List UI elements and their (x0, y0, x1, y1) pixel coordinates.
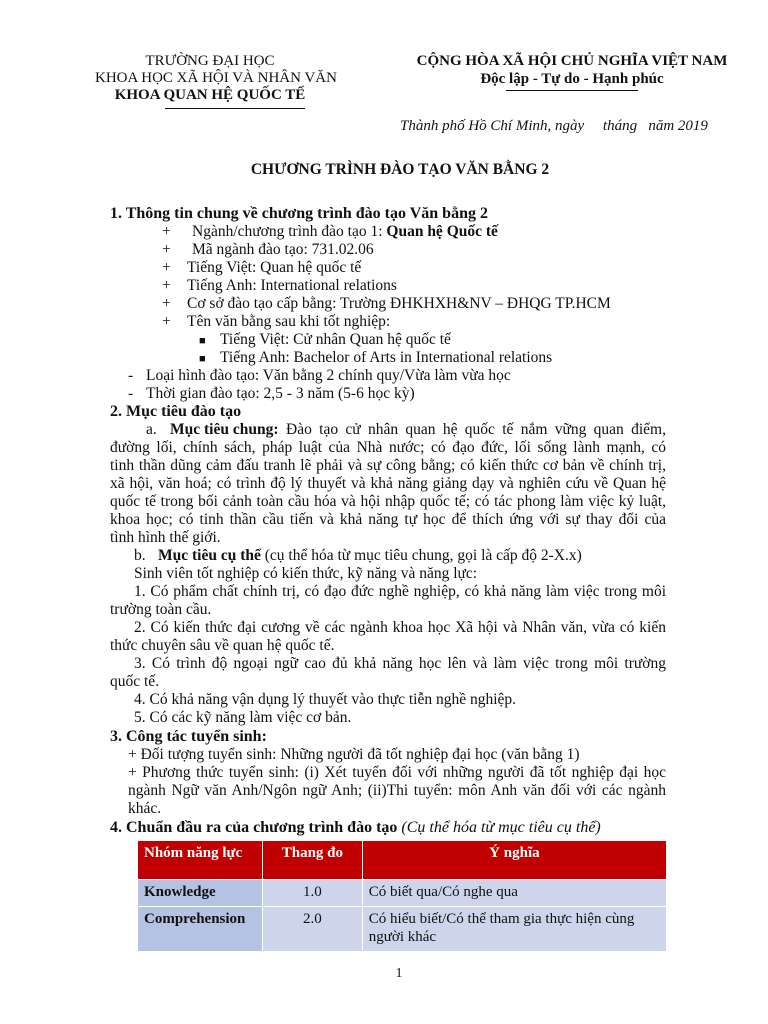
faculty-name: KHOA QUAN HỆ QUỐC TẾ (114, 87, 306, 103)
section2-a-line: tình hình thế giới. (110, 529, 221, 546)
national-motto: Độc lập - Tự do - Hạnh phúc (480, 71, 664, 87)
section2-a-line: quốc tế trong bối cảnh toàn cầu hóa và hội nhập quốc tế; có tác phong làm việc kỷ luật, (110, 493, 666, 510)
plus-bullet: + (162, 223, 171, 240)
header-right-underline (506, 90, 638, 91)
section2-a-bold: Mục tiêu chung: (170, 421, 279, 438)
section2-a-label: a. (146, 421, 157, 438)
section1-training-type: Loại hình đào tạo: Văn bằng 2 chính quy/Vừa làm vừa học (146, 367, 511, 384)
section4-heading: 4. Chuẩn đầu ra của chương trình đào tạo (Cụ thể hóa từ mục tiêu cụ thể) (110, 819, 601, 836)
document-title: CHƯƠNG TRÌNH ĐÀO TẠO VĂN BẰNG 2 (250, 161, 550, 178)
section1-training-duration: Thời gian đào tạo: 2,5 - 3 năm (5-6 học kỳ) (146, 385, 415, 402)
section2-b-line: thức chuyên sâu về quan hệ quốc tế. (110, 637, 335, 654)
section2-a-line: xã hội, văn hoá; có trình độ lý thuyết và khả năng giảng dạy và nghiên cứu về Quan hệ (110, 475, 666, 492)
plus-bullet: + (162, 259, 171, 276)
section1-item-degree-name: Tên văn bằng sau khi tốt nghiệp: (187, 313, 391, 330)
university-name-line1: TRƯỜNG ĐẠI HỌC (145, 53, 275, 69)
dash-bullet: - (128, 385, 134, 402)
plus-bullet: + (162, 295, 171, 312)
section2-b-line: 5. Có các kỹ năng làm việc cơ bản. (134, 709, 352, 726)
learning-outcomes-table (137, 840, 667, 952)
section2-b-intro: Sinh viên tốt nghiệp có kiến thức, kỹ năng và năng lực: (134, 565, 478, 582)
table-row (138, 907, 667, 952)
plus-bullet: + (162, 313, 171, 330)
section2-b-heading: Mục tiêu cụ thể (cụ thể hóa từ mục tiêu chung, gọi là cấp độ 2-X.x) (158, 547, 582, 564)
section2-a-line: tinh thần dũng cảm đấu tranh lẽ phải và sự công bằng; có kiến thức cơ bản về chính trị, (110, 457, 666, 474)
section1-item-code: Mã ngành đào tạo: 731.02.06 (192, 241, 374, 258)
section2-heading: 2. Mục tiêu đào tạo (110, 403, 242, 420)
section1-subitem-english: Tiếng Anh: Bachelor of Arts in International relations (220, 349, 553, 366)
table-cell: 1.0 (262, 880, 362, 907)
section1-item-institution: Cơ sở đào tạo cấp bằng: Trường ĐHKHXH&NV – ĐHQG TP.HCM (187, 295, 611, 312)
section2-b-line: 4. Có khả năng vận dụng lý thuyết vào thực tiễn nghề nghiệp. (134, 691, 517, 708)
section1-item-english: Tiếng Anh: International relations (187, 277, 397, 294)
section1-item-program: Ngành/chương trình đào tạo 1: Quan hệ Quốc tế (192, 223, 498, 240)
section2-b-line: 3. Có trình độ ngoại ngữ cao đủ khả năng học lên và làm việc trong môi trường (134, 655, 666, 672)
table-row (138, 880, 667, 907)
section2-a-line: khoa học; có tinh thần cầu tiến và khả năng tự học để thích ứng với sự thay đổi của (110, 511, 666, 528)
header-left-underline (165, 108, 305, 109)
section3-line: + Đối tượng tuyển sinh: Những người đã tốt nghiệp đại học (văn bằng 1) (128, 746, 580, 763)
table-header-cell: Nhóm năng lực (138, 841, 263, 880)
table-header-cell: Thang đo (262, 841, 362, 880)
table-header-cell: Ý nghĩa (362, 841, 666, 880)
table-cell: Comprehension (138, 907, 263, 952)
table-cell: Knowledge (138, 880, 263, 907)
table-cell: Có hiểu biết/Có thể tham gia thực hiện cùng người khác (362, 907, 666, 952)
section3-heading: 3. Công tác tuyển sinh: (110, 728, 267, 745)
section1-item-vietnamese: Tiếng Việt: Quan hệ quốc tế (187, 259, 362, 276)
university-name-line2: KHOA HỌC XÃ HỘI VÀ NHÂN VĂN (95, 70, 337, 86)
table-cell: Có biết qua/Có nghe qua (362, 880, 666, 907)
section3-line: khác. (128, 800, 162, 817)
section2-a-line: đường lối, chính sách, pháp luật của Nhà nước; có đạo đức, lối sống lành mạnh, có (110, 439, 666, 456)
section2-b-label: b. (134, 547, 146, 564)
section1-subitem-vietnamese: Tiếng Việt: Cử nhân Quan hệ quốc tế (220, 331, 451, 348)
date-line: Thành phố Hồ Chí Minh, ngày tháng năm 2019 (400, 118, 708, 134)
section2-b-line: 2. Có kiến thức đại cương về các ngành khoa học Xã hội và Nhân văn, vừa có kiến (134, 619, 666, 636)
section1-heading: 1. Thông tin chung về chương trình đào tạo Văn bằng 2 (110, 205, 488, 222)
country-name: CỘNG HÒA XÃ HỘI CHỦ NGHĨA VIỆT NAM (416, 53, 728, 69)
plus-bullet: + (162, 241, 171, 258)
section2-b-line: 1. Có phẩm chất chính trị, có đạo đức nghề nghiệp, có khả năng làm việc trong môi (134, 583, 666, 600)
table-header-row (138, 841, 667, 880)
section3-line: + Phương thức tuyển sinh: (i) Xét tuyển đối với những người đã tốt nghiệp đại học (128, 764, 666, 781)
table-cell: 2.0 (262, 907, 362, 952)
section3-line: ngành Ngữ văn Anh/Ngôn ngữ Anh; (ii)Thi tuyển: môn Anh văn đối với các ngành (128, 782, 666, 799)
square-bullet-icon: ■ (199, 335, 206, 347)
plus-bullet: + (162, 277, 171, 294)
section2-a-line: Đào tạo cử nhân quan hệ quốc tế nắm vững quan điểm, (286, 421, 666, 438)
dash-bullet: - (128, 367, 134, 384)
square-bullet-icon: ■ (199, 353, 206, 365)
page-number: 1 (395, 966, 403, 981)
section2-b-line: trường toàn cầu. (110, 601, 212, 618)
section2-b-line: quốc tế. (110, 673, 160, 690)
